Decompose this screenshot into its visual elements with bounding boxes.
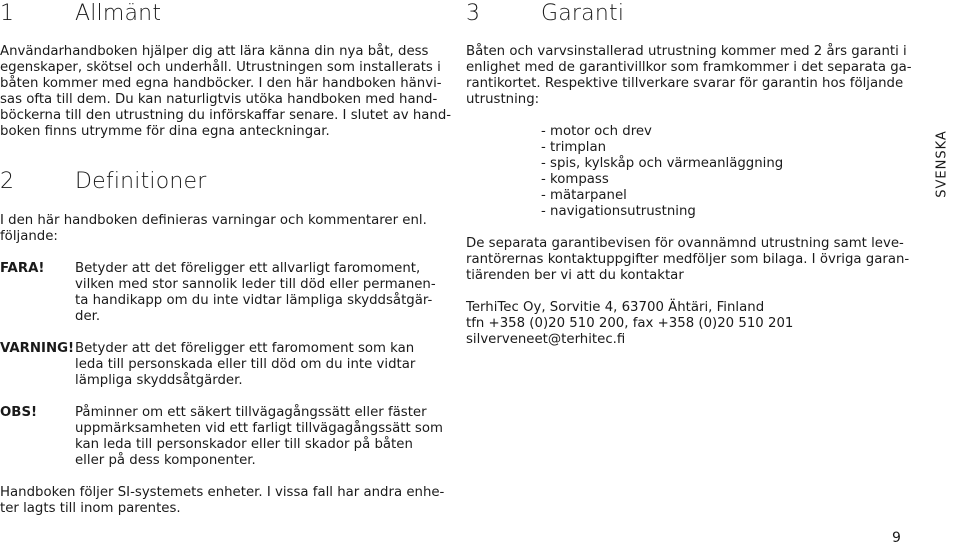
contact-block <box>466 300 793 348</box>
section-2-number: 2 <box>0 169 15 194</box>
contact-email: silverveneet@terhitec.fi <box>466 332 626 347</box>
page-number: 9 <box>892 530 901 546</box>
section-1-title: Allmänt <box>75 1 162 26</box>
paragraph-line: Båten och varvsinstallerad utrustning kommer med 2 års garanti i <box>466 44 907 59</box>
paragraph-line: Användarhandboken hjälper dig att lära känna din nya båt, dess <box>0 44 429 59</box>
contact-line: tfn +358 (0)20 510 200, fax +358 (0)20 510 201 <box>466 316 794 331</box>
list-item: - spis, kylskåp och värmeanläggning <box>541 156 784 171</box>
definition-line: der. <box>75 309 101 324</box>
definition-line: vilken med stor sannolik leder till död eller permanen- <box>75 277 436 292</box>
definition-term-fara: FARA! <box>0 261 45 276</box>
paragraph-line: enlighet med de garantivillkor som framkommer i det separata ga- <box>466 60 912 75</box>
section-3-paragraph <box>466 44 912 108</box>
section-3-paragraph-2 <box>466 236 909 284</box>
paragraph-line: De separata garantibevisen för ovannämnd utrustning samt leve- <box>466 236 904 251</box>
definition-line: kan leda till personskador eller till skador på båten <box>75 437 413 452</box>
section-1-number: 1 <box>0 1 15 26</box>
paragraph-line: sas ofta till dem. Du kan naturligtvis utöka handboken med hand- <box>0 92 438 107</box>
contact-line: TerhiTec Oy, Sorvitie 4, 63700 Ähtäri, Finland <box>466 300 765 315</box>
section-3-number: 3 <box>466 1 481 26</box>
definition-line: ta handikapp om du inte vidtar lämpliga skyddsåtgär- <box>75 293 433 308</box>
section-2-intro <box>0 213 427 245</box>
paragraph-line: Handboken följer SI-systemets enheter. I vissa fall har andra enhe- <box>0 485 445 500</box>
paragraph-line: utrustning: <box>466 92 540 107</box>
section-2-footer <box>0 485 444 517</box>
section-2-title: Definitioner <box>75 169 207 194</box>
definition-term-obs: OBS! <box>0 405 38 420</box>
definition-term-varning: VARNING! <box>0 341 75 356</box>
definition-text-obs <box>75 405 443 469</box>
list-item: - motor och drev <box>541 124 652 139</box>
list-item: - mätarpanel <box>541 188 627 203</box>
paragraph-line: båten kommer med egna handböcker. I den här handboken hänvi- <box>0 76 442 91</box>
side-label-text: SVENSKA <box>934 130 950 198</box>
side-language-label <box>934 124 950 204</box>
paragraph-line: ter lagts till inom parentes. <box>0 501 181 516</box>
list-item: - navigationsutrustning <box>541 204 696 219</box>
definition-line: Betyder att det föreligger ett faromoment som kan <box>75 341 415 356</box>
paragraph-line: I den här handboken definieras varningar och kommentarer enl. <box>0 213 427 228</box>
definition-line: Påminner om ett säkert tillvägagångssätt eller fäster <box>75 405 427 420</box>
paragraph-line: egenskaper, skötsel och underhåll. Utrustningen som installerats i <box>0 60 441 75</box>
definition-text-varning <box>75 341 415 389</box>
paragraph-line: rantörernas kontaktuppgifter medföljer som bilaga. I övriga garan- <box>466 252 910 267</box>
section-3-title: Garanti <box>541 1 625 26</box>
definition-line: leda till personskada eller till död om du inte vidtar <box>75 357 416 372</box>
paragraph-line: boken finns utrymme för dina egna anteckningar. <box>0 124 330 139</box>
definition-text-fara <box>75 261 436 325</box>
paragraph-line: tiärenden ber vi att du kontaktar <box>466 268 684 283</box>
definition-line: eller på dess komponenter. <box>75 453 256 468</box>
paragraph-line: rantikortet. Respektive tillverkare svarar för garantin hos följande <box>466 76 904 91</box>
list-item: - trimplan <box>541 140 607 155</box>
paragraph-line: följande: <box>0 229 58 244</box>
definition-line: Betyder att det föreligger ett allvarligt faromoment, <box>75 261 421 276</box>
definition-line: lämpliga skyddsåtgärder. <box>75 373 243 388</box>
list-item: - kompass <box>541 172 609 187</box>
paragraph-line: böckerna till den utrustning du införskaffar senare. I slutet av hand- <box>0 108 452 123</box>
section-1-paragraph <box>0 44 451 140</box>
definition-line: uppmärksamheten vid ett farligt tillvägagångssätt som <box>75 421 443 436</box>
equipment-list <box>541 124 783 220</box>
